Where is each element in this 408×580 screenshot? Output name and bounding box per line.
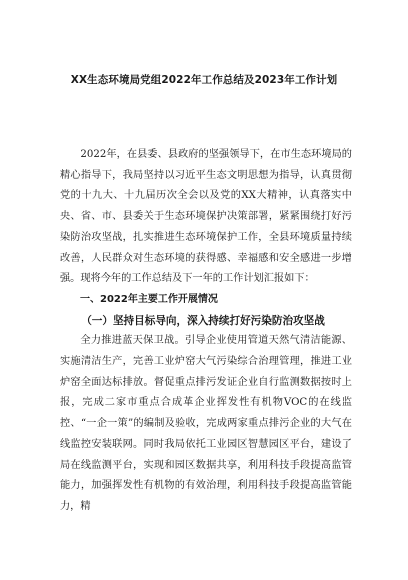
document-body xyxy=(60,145,352,518)
section-heading: 一、2022年主要工作开展情况 xyxy=(80,293,218,305)
subsection-heading: （一）坚持目标导向，深入持续打好污染防治攻坚战 xyxy=(81,314,325,327)
document-title: XX生态环境局党组2022年工作总结及2023年工作计划 xyxy=(70,74,338,86)
intro-paragraph: 2022年，在县委、县政府的坚强领导下，在市生态环境局的精心指导下，我局坚持以习近平生态文明思想为指导，认真贯彻党的十九大、十九届历次全会以及党的XX大精神，认真落实中央、省、市、县委关于生态环境保护决策部署，紧紧围绕打好污染防治攻坚战，扎实推进生态环境保护工作，全县环境质量持续改善，人民群众对生态环境的获得感、幸福感和安全感进一步增强。现将今年的工作总结及下一年的工作计划汇报如下： xyxy=(60,149,352,285)
subsection-paragraph: 全力推进蓝天保卫战。引导企业使用管道天然气清洁能源、实施清洁生产，完善工业炉窑大气污染综合治理管理，推进工业炉窑全面达标排放。督促重点排污发证企业自行监测数据按时上报，完成二家市重点合成革企业挥发性有机物VOC的在线监控、“一企一策”的编制及验收，完成两家重点排污企业的大气在线监控安装联网。同时我局依托工业园区智慧园区平台，建设了局在线监测平台，实现和园区数据共享，利用科技手段提高监管能力，加强挥发性有机物的有效治理，利用科技手段提高监管能力，精 xyxy=(60,335,352,512)
